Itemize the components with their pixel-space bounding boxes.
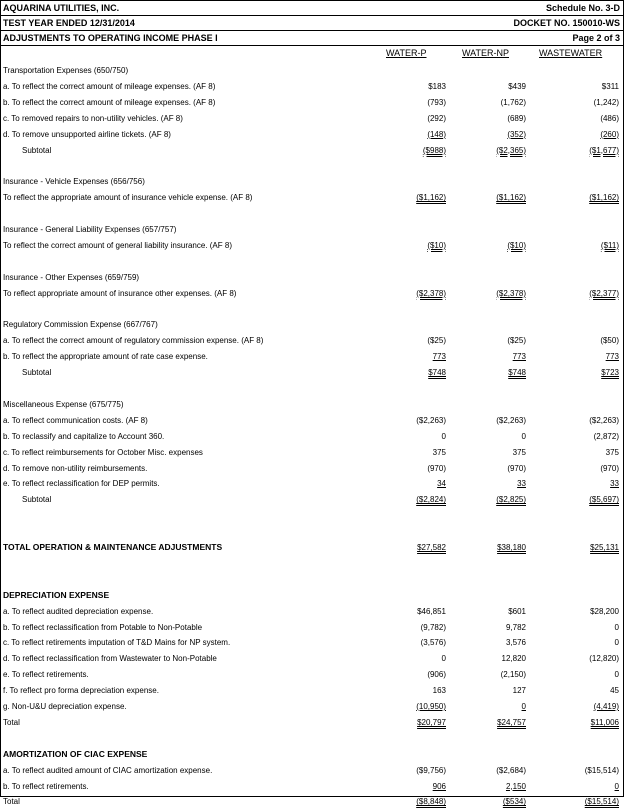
table-row (0, 652, 624, 665)
row-label: Subtotal (22, 145, 52, 155)
cell-water-np: 773 (512, 352, 526, 362)
cell-water-p: ($25) (427, 336, 446, 346)
cell-wastewater: 33 (610, 479, 619, 489)
cell-water-np: ($2,378) (496, 288, 526, 298)
cell-water-p: $46,851 (417, 606, 446, 616)
table-row (0, 477, 624, 490)
row-label: Regulatory Commission Expense (667/767) (3, 320, 158, 330)
table-row (0, 700, 624, 713)
row-label: e. To reflect reclassification for DEP permits. (3, 479, 160, 489)
cell-water-p: (793) (427, 97, 446, 107)
cell-wastewater: ($15,514) (584, 797, 619, 807)
cell-wastewater: $28,200 (590, 606, 619, 616)
cell-water-p: (292) (427, 113, 446, 123)
table-row (0, 318, 624, 331)
table-row (0, 112, 624, 125)
cell-water-np: 375 (512, 447, 526, 457)
table-row (0, 541, 624, 554)
cell-wastewater: (970) (600, 463, 619, 473)
cell-water-np: 12,820 (501, 654, 526, 664)
row-label: a. To reflect audited amount of CIAC amortization expense. (3, 765, 213, 775)
row-label: a. To reflect communication costs. (AF 8) (3, 415, 148, 425)
cell-water-p: $183 (428, 81, 446, 91)
cell-wastewater: $311 (601, 81, 619, 91)
spacer-row (0, 382, 624, 395)
row-label: c. To removed repairs to non-utility vehicles. (AF 8) (3, 113, 183, 123)
row-label: c. To reflect retirements imputation of T&D Mains for NP system. (3, 638, 231, 648)
cell-water-p: (9,782) (420, 622, 446, 632)
spacer-row (0, 557, 624, 570)
spacer-row (0, 207, 624, 220)
row-label: TOTAL OPERATION & MAINTENANCE ADJUSTMENTS (3, 542, 223, 552)
table-row (0, 462, 624, 475)
row-label: b. To reflect retirements. (3, 781, 89, 791)
row-label: e. To reflect retirements. (3, 670, 89, 680)
cell-water-p: ($2,824) (416, 495, 446, 505)
docket-number: DOCKET NO. 150010-WS (513, 18, 620, 28)
row-label: c. To reflect reimbursements for October Misc. expenses (3, 447, 203, 457)
cell-water-np: 3,576 (505, 638, 526, 648)
cell-water-np: 0 (521, 702, 526, 711)
table-row (0, 668, 624, 681)
cell-wastewater: $723 (601, 368, 619, 378)
cell-water-np: $24,757 (497, 717, 526, 727)
cell-water-np: ($25) (507, 336, 526, 346)
table-row (0, 684, 624, 697)
table-row (0, 795, 624, 808)
row-label: AMORTIZATION OF CIAC EXPENSE (3, 748, 148, 759)
cell-water-p: ($9,756) (416, 765, 446, 775)
cell-water-p: $748 (428, 368, 446, 378)
cell-wastewater: ($1,162) (589, 193, 619, 203)
table-row (0, 780, 624, 793)
row-label: g. Non-U&U depreciation expense. (3, 702, 127, 711)
cell-wastewater: 0 (614, 781, 619, 791)
row-label: Total (3, 797, 20, 807)
cell-water-p: 34 (437, 479, 446, 489)
cell-water-np: (970) (507, 463, 526, 473)
cell-water-np: $748 (508, 368, 526, 378)
column-header-wastewater: WASTEWATER (539, 48, 603, 58)
cell-water-np: 9,782 (505, 622, 526, 632)
cell-water-p: 773 (432, 352, 446, 362)
cell-water-np: ($2,263) (496, 415, 526, 425)
cell-wastewater: ($1,677) (589, 145, 619, 155)
row-label: Insurance - General Liability Expenses (657/757) (3, 225, 177, 234)
row-label: d. To remove non-utility reimbursements. (3, 463, 148, 473)
cell-water-np: ($2,365) (496, 145, 526, 155)
cell-water-np: ($1,162) (496, 193, 526, 203)
table-row (0, 175, 624, 188)
cell-water-np: ($2,684) (496, 765, 526, 775)
table-row (0, 398, 624, 411)
test-year: TEST YEAR ENDED 12/31/2014 (3, 18, 135, 28)
cell-water-p: 163 (432, 686, 446, 696)
cell-water-np: ($2,825) (496, 495, 526, 505)
spacer-row (0, 303, 624, 316)
cell-water-np: 33 (517, 479, 526, 489)
cell-wastewater: (486) (600, 113, 619, 123)
cell-wastewater: (4,419) (593, 702, 619, 711)
table-row (0, 366, 624, 379)
table-row (0, 414, 624, 427)
cell-wastewater: 45 (610, 686, 619, 696)
cell-water-np: (352) (507, 129, 526, 139)
spacer-row (0, 509, 624, 522)
row-label: To reflect the appropriate amount of insurance vehicle expense. (AF 8) (3, 193, 253, 203)
cell-water-p: ($10) (427, 240, 446, 250)
cell-wastewater: 0 (614, 670, 619, 680)
cell-water-p: (970) (427, 463, 446, 473)
cell-wastewater: ($5,697) (589, 495, 619, 505)
table-row (0, 589, 624, 602)
cell-water-p: (906) (427, 670, 446, 680)
cell-water-np: (1,762) (500, 97, 526, 107)
cell-wastewater: ($2,263) (589, 415, 619, 425)
table-row (0, 621, 624, 634)
row-label: d. To remove unsupported airline tickets. (AF 8) (3, 129, 171, 139)
row-label: Total (3, 717, 20, 727)
table-row (0, 636, 624, 649)
spacer-row (0, 573, 624, 586)
cell-water-p: (148) (427, 129, 446, 139)
cell-water-p: ($1,162) (416, 193, 446, 203)
cell-water-np: $601 (508, 606, 526, 616)
row-label: Insurance - Other Expenses (659/759) (3, 272, 140, 282)
table-row (0, 446, 624, 459)
row-label: a. To reflect audited depreciation expense. (3, 606, 154, 616)
table-row (0, 350, 624, 363)
cell-water-np: $38,180 (497, 543, 526, 552)
column-header-water-p: WATER-P (386, 48, 427, 58)
row-label: To reflect the correct amount of general liability insurance. (AF 8) (3, 240, 232, 250)
row-label: b. To reflect the appropriate amount of rate case expense. (3, 352, 208, 362)
row-label: b. To reclassify and capitalize to Account 360. (3, 431, 165, 441)
table-row (0, 605, 624, 618)
cell-water-np: $439 (508, 81, 526, 91)
company-name: AQUARINA UTILITIES, INC. (3, 3, 120, 13)
cell-wastewater: (12,820) (589, 654, 619, 664)
cell-wastewater: 0 (614, 638, 619, 648)
table-row (0, 96, 624, 109)
row-label: To reflect appropriate amount of insurance other expenses. (AF 8) (3, 288, 237, 298)
spacer-row (0, 732, 624, 745)
spacer-row (0, 159, 624, 172)
row-label: Transportation Expenses (650/750) (3, 66, 129, 75)
page-title: ADJUSTMENTS TO OPERATING INCOME PHASE I (3, 33, 218, 43)
table-row (0, 764, 624, 777)
cell-wastewater: (2,872) (593, 431, 619, 441)
table-row (0, 287, 624, 300)
table-row (0, 80, 624, 93)
cell-water-p: $27,582 (417, 543, 446, 552)
row-label: b. To reflect the correct amount of mileage expenses. (AF 8) (3, 97, 216, 107)
cell-water-np: 2,150 (505, 781, 526, 791)
cell-wastewater: 0 (614, 622, 619, 632)
cell-wastewater: ($2,377) (589, 288, 619, 298)
cell-wastewater: (1,242) (593, 97, 619, 107)
cell-water-p: ($2,378) (416, 288, 446, 298)
cell-water-np: ($534) (502, 797, 526, 807)
table-row (0, 748, 624, 761)
cell-water-np: 0 (521, 431, 526, 441)
row-label: b. To reflect reclassification from Potable to Non-Potable (3, 622, 203, 632)
cell-water-p: ($2,263) (416, 415, 446, 425)
cell-wastewater: (260) (600, 129, 619, 139)
cell-water-np: ($10) (507, 240, 526, 250)
spacer-row (0, 255, 624, 268)
cell-water-p: 0 (441, 431, 446, 441)
table-row (0, 493, 624, 506)
cell-water-p: 375 (432, 447, 446, 457)
table-row (0, 716, 624, 729)
cell-water-p: ($8,848) (416, 797, 446, 807)
cell-water-p: 0 (441, 654, 446, 664)
row-label: Subtotal (22, 495, 52, 505)
row-label: a. To reflect the correct amount of regulatory commission expense. (AF 8) (3, 336, 264, 346)
row-label: d. To reflect reclassification from Wastewater to Non-Potable (3, 654, 217, 664)
table-row (0, 223, 624, 236)
cell-wastewater: ($15,514) (584, 765, 619, 775)
row-label: a. To reflect the correct amount of mileage expenses. (AF 8) (3, 81, 216, 91)
table-row (0, 430, 624, 443)
row-label: Insurance - Vehicle Expenses (656/756) (3, 177, 145, 187)
table-row (0, 128, 624, 141)
table-row (0, 191, 624, 204)
cell-wastewater: $25,131 (590, 543, 619, 552)
cell-water-p: (10,950) (416, 702, 446, 711)
cell-wastewater: ($11) (600, 240, 619, 250)
table-row (0, 271, 624, 284)
table-row (0, 239, 624, 252)
cell-wastewater: ($50) (600, 336, 619, 346)
spacer-row (0, 525, 624, 538)
cell-wastewater: 773 (605, 352, 619, 362)
schedule-number: Schedule No. 3-D (545, 3, 620, 13)
row-label: Miscellaneous Expense (675/775) (3, 399, 124, 409)
cell-wastewater: 375 (605, 447, 619, 457)
cell-water-np: 127 (512, 686, 526, 696)
cell-water-np: (689) (507, 113, 526, 123)
cell-water-p: (3,576) (420, 638, 446, 648)
table-row (0, 144, 624, 157)
cell-water-p: 906 (432, 781, 446, 791)
cell-water-np: (2,150) (500, 670, 526, 680)
column-header-water-np: WATER-NP (462, 48, 509, 58)
page-number: Page 2 of 3 (572, 33, 620, 43)
row-label: f. To reflect pro forma depreciation expense. (3, 686, 159, 696)
cell-water-p: $20,797 (417, 717, 446, 727)
cell-wastewater: $11,006 (590, 717, 619, 727)
cell-water-p: ($988) (422, 145, 446, 155)
row-label: Subtotal (22, 368, 52, 378)
table-row (0, 334, 624, 347)
table-row (0, 64, 624, 77)
row-label: DEPRECIATION EXPENSE (3, 589, 110, 600)
